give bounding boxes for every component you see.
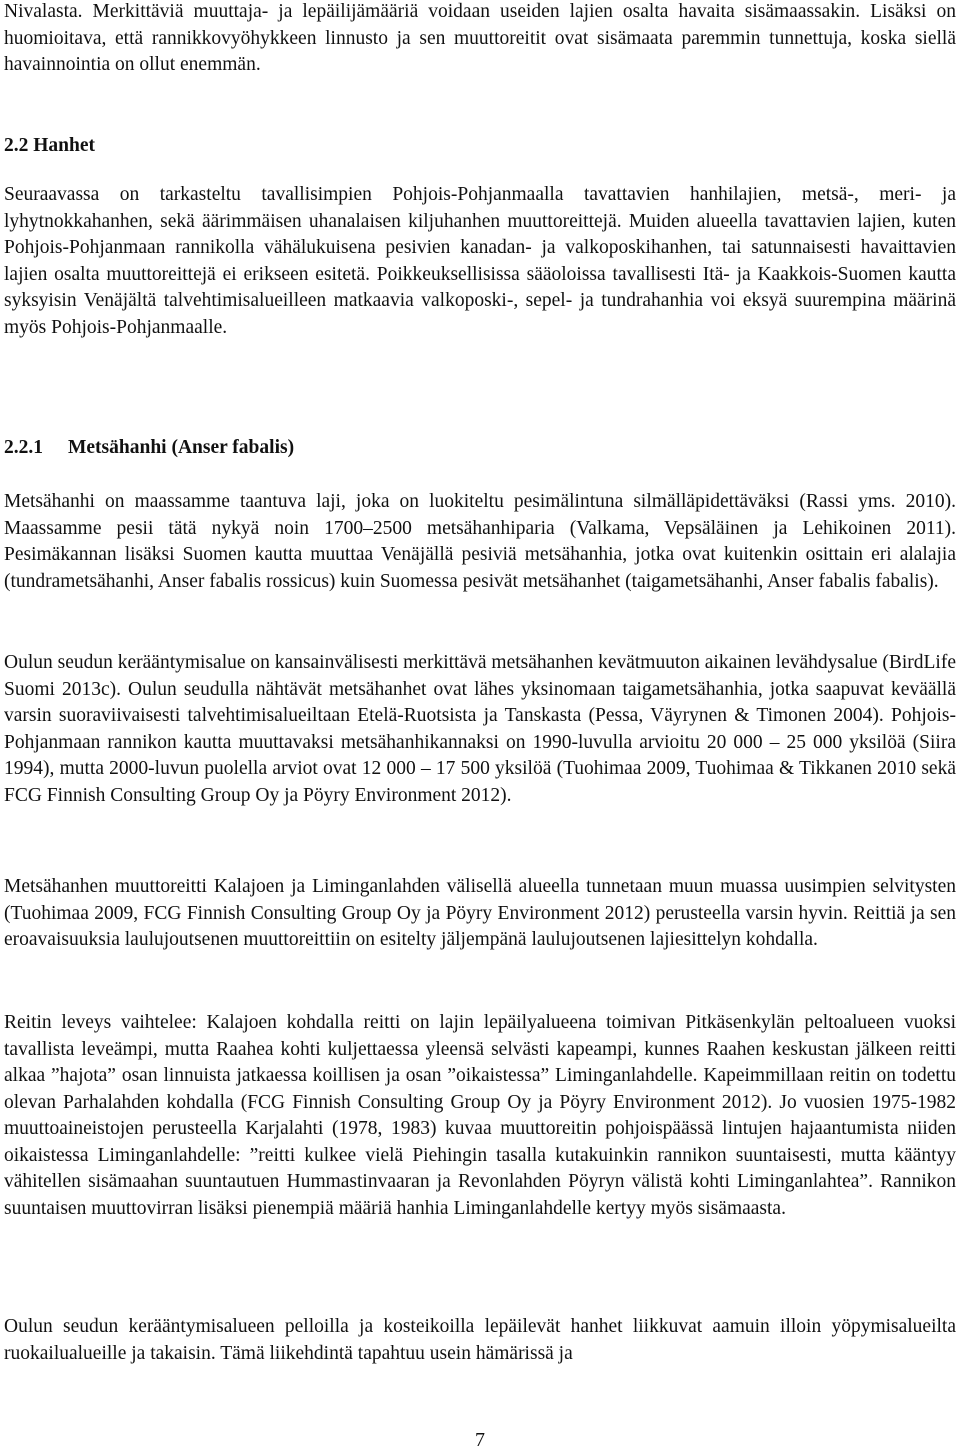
metsahanhi-paragraph-5: Oulun seudun kerääntymisalueen pelloilla ja kosteikoilla lepäilevät hanhet liikkuvat aamuin illoin yöpymisalueilta ruokailualueille ja takaisin. Tämä liikehdintä tapahtuu usein hämärissä ja <box>4 1316 956 1364</box>
metsahanhi-paragraph-1: Metsähanhi on maassamme taantuva laji, joka on luokiteltu pesimälintuna silmälläpidettäväksi (Rassi yms. 2010). Maassamme pesii tätä nykyä noin 1700–2500 metsähanhiparia (Valkama, Vepsäläinen ja Lehikoinen 2011). Pesimäkannan lisäksi Suomen kautta muuttaa Venäjällä pesiviä metsähanhia, jotka ovat kuitenkin osittain eri alalajia (tundrametsähanhi, Anser fabalis rossicus) kuin Suomessa pesivät metsähanhet (taigametsähanhi, Anser fabalis fabalis). <box>4 491 956 592</box>
section-heading-hanhet: 2.2 Hanhet <box>4 135 96 156</box>
page-number: 7 <box>475 1429 485 1451</box>
subsection-heading-metsahanhi <box>4 435 294 462</box>
hanhet-paragraph: Seuraavassa on tarkasteltu tavallisimpien Pohjois-Pohjanmaalla tavattavien hanhilajien, metsä-, meri- ja lyhytnokkahanhen, sekä äärimmäisen uhanalaisen kiljuhanhen muuttoreittejä. Muiden alueella tavattavien lajien, kuten Pohjois-Pohjanmaan rannikolla vähälukuisena pesivien kanadan- ja valkoposkihanhen, tai satunnaisesti havaittavien lajien osalta muuttoreittejä ei erikseen esitetä. Poikkeuksellisissa sääoloissa tavallisesti Itä- ja Kaakkois-Suomen kautta syksyisin Venäjältä talvehtimisalueilleen matkaavia valkoposki-, sepel- ja tundrahanhia voi eksyä suurempina määrinä myös Pohjois-Pohjanmaalle. <box>4 184 956 338</box>
metsahanhi-paragraph-4: Reitin leveys vaihtelee: Kalajoen kohdalla reitti on lajin lepäilyalueena toimivan Pitkäsenkylän peltoalueen vuoksi tavallista leveämpi, mutta Raahea kohti kuljettaessa yleensä selvästi kapeampi, kunnes Raahen keskustan jälkeen reitti alkaa ”hajota” osan linnuista jatkaessa koillisen ja osan ”oikaistessa” Liminganlahdelle. Kapeimmillaan reitin on todettu olevan Parhalahden kohdalla (FCG Finnish Consulting Group Oy ja Pöyry Environment 2012). Jo vuosien 1975-1982 muuttoaineistojen perusteella Karjalahti (1978, 1983) kuvaa muuttoreitin pohjoispäässä lintujen hajaantumista niiden oikaistessa Liminganlahdelle: ”reitti kulkee vielä Piehingin tasalla kutakuinkin rannikon suuntaisesti, mutta kääntyy vähitellen sisämaahan suuntautuen Hummastinvaaran ja Revonlahden Pöyryn välistä kohti Liminganlahtea”. Rannikon suuntaisen muuttovirran lisäksi pienempiä määriä hanhia Liminganlahdelle kertyy myös sisämaasta. <box>4 1012 956 1219</box>
intro-paragraph: Nivalasta. Merkittäviä muuttaja- ja lepäilijämääriä voidaan useiden lajien osalta havaita sisämaassakin. Lisäksi on huomioitava, että rannikkovyöhykkeen linnusto ja sen muuttoreitit ovat sisämaata paremmin tunnettuja, koska siellä havainnointia on ollut enemmän. <box>4 1 956 75</box>
subsection-number: 2.2.1 <box>4 437 43 458</box>
metsahanhi-paragraph-3: Metsähanhen muuttoreitti Kalajoen ja Liminganlahden välisellä alueella tunnetaan muun muassa uusimpien selvitysten (Tuohimaa 2009, FCG Finnish Consulting Group Oy ja Pöyry Environment 2012) perusteella varsin hyvin. Reittiä ja sen eroavaisuuksia laulujoutsenen muuttoreittiin on esitelty jäljempänä laulujoutsenen lajiesittelyn kohdalla. <box>4 876 956 950</box>
metsahanhi-paragraph-2: Oulun seudun kerääntymisalue on kansainvälisesti merkittävä metsähanhen kevätmuuton aikainen levähdysalue (BirdLife Suomi 2013c). Oulun seudulla nähtävät metsähanhet ovat lähes yksinomaan taigametsähanhia, jotka saapuvat keväällä varsin suoraviivaisesti talvehtimisalueiltaan Etelä-Ruotsista ja Tanskasta (Pessa, Väyrynen & Timonen 2004). Pohjois-Pohjanmaan rannikon kautta muuttavaksi metsähanhikannaksi on 1990-luvulla arvioitu 20 000 – 25 000 yksilöä (Siira 1994), mutta 2000-luvun puolella arviot ovat 12 000 – 17 500 yksilöä (Tuohimaa 2009, Tuohimaa & Tikkanen 2010 sekä FCG Finnish Consulting Group Oy ja Pöyry Environment 2012). <box>4 652 956 806</box>
subsection-title: Metsähanhi (Anser fabalis) <box>68 437 295 458</box>
